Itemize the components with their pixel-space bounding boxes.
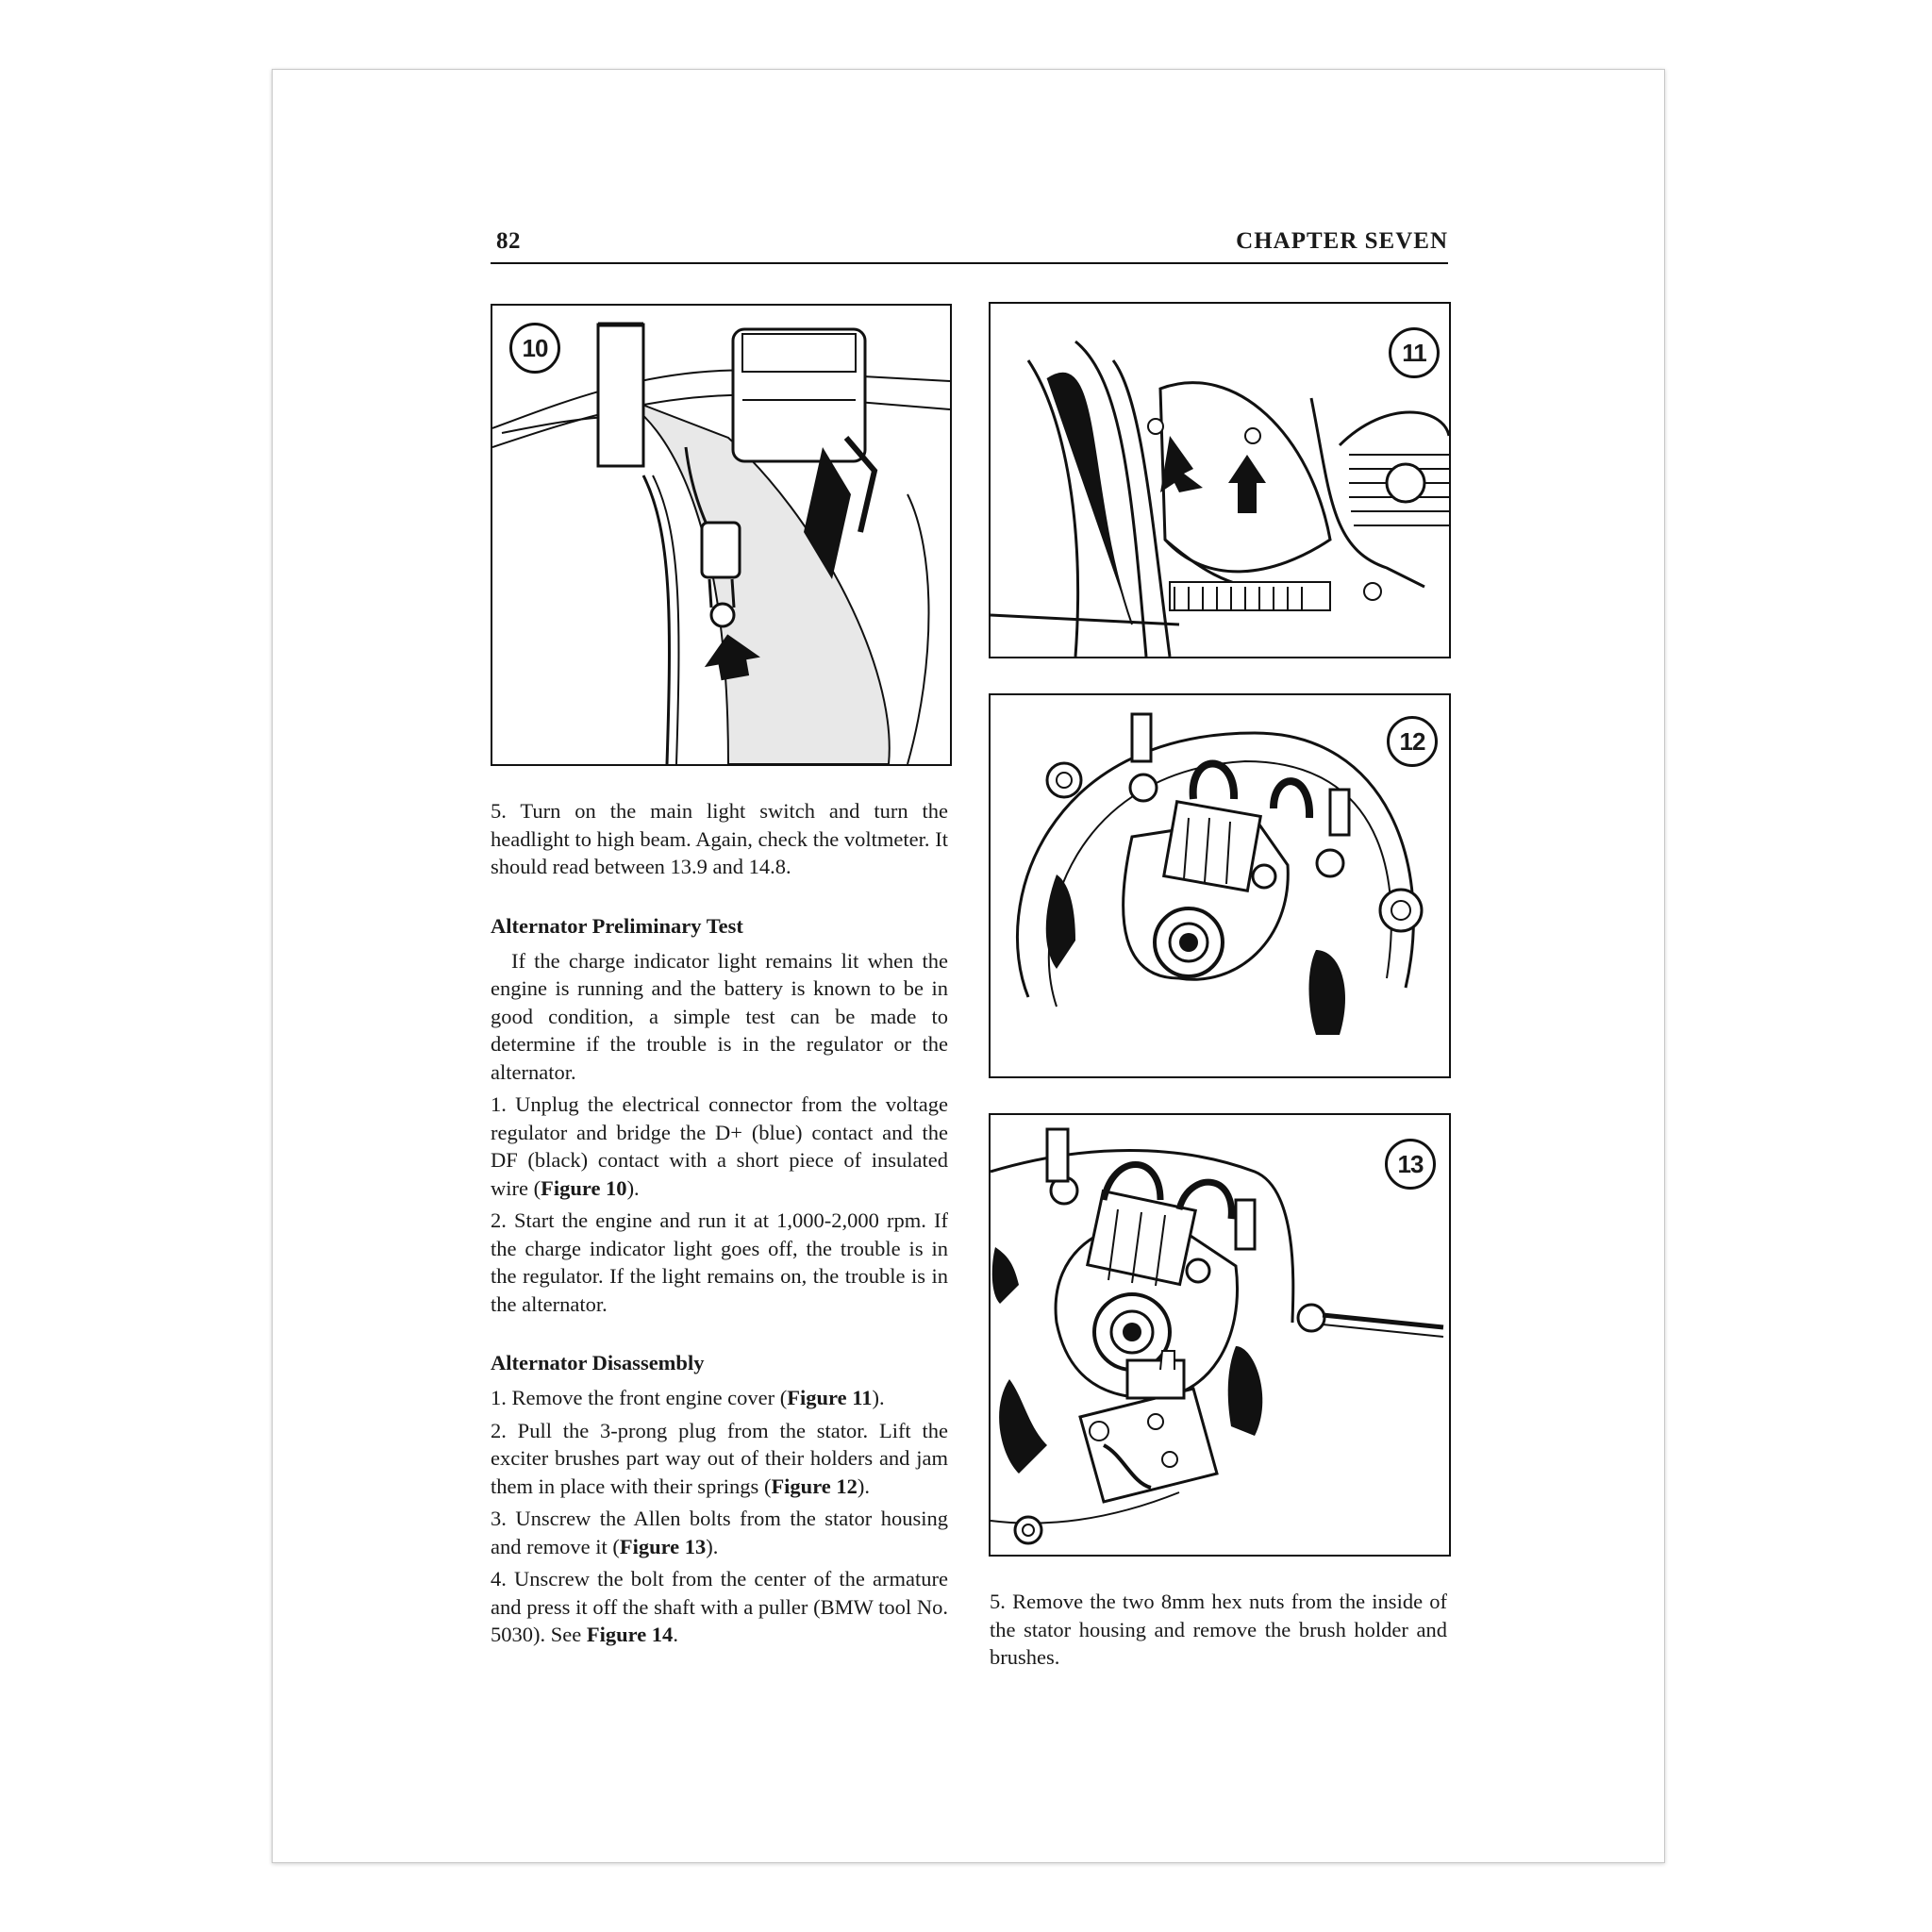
figure-11-number: 11 <box>1389 327 1440 378</box>
figure-12-reference: Figure 12 <box>771 1474 858 1498</box>
intro-paragraph: If the charge indicator light remains lit when the engine is running and the battery is known to be in good condition, a simple test can be made to determine if the trouble is in the regulator or the alternator. <box>491 948 948 1084</box>
figure-13-number: 13 <box>1385 1139 1436 1190</box>
disassembly-step-5: 5. Remove the two 8mm hex nuts from the inside of the stator housing and remove the brush holder and brushes. <box>990 1590 1447 1669</box>
figure-10 <box>491 304 952 766</box>
figure-11-illustration <box>991 304 1449 657</box>
heading-alternator-preliminary-test: Alternator Preliminary Test <box>491 913 743 938</box>
disassembly-step-1: 1. Remove the front engine cover (Figure 11). <box>491 1386 885 1409</box>
figure-10-illustration <box>492 306 950 764</box>
figure-10-number: 10 <box>509 323 560 374</box>
page-number: 82 <box>496 228 521 254</box>
disassembly-step-2: 2. Pull the 3-prong plug from the stator. Lift the exciter brushes part way out of their holders and jam them in place with their springs (Figure 12). <box>491 1418 948 1498</box>
figure-13-reference: Figure 13 <box>619 1534 707 1558</box>
figure-12-number: 12 <box>1387 716 1438 767</box>
test-step-1: 1. Unplug the electrical connector from the voltage regulator and bridge the D+ (blue) contact and the DF (black) contact with a short piece of insulated wire (Figure 10). <box>491 1092 948 1200</box>
page-sheet <box>272 69 1665 1863</box>
figure-11-reference: Figure 11 <box>787 1386 873 1409</box>
heading-alternator-disassembly: Alternator Disassembly <box>491 1351 705 1374</box>
right-text-column <box>990 1588 1447 1676</box>
disassembly-step-3: 3. Unscrew the Allen bolts from the stator housing and remove it (Figure 13). <box>491 1507 948 1558</box>
figure-14-reference: Figure 14 <box>586 1623 674 1646</box>
figure-11 <box>989 302 1451 658</box>
figure-13-illustration <box>991 1115 1449 1555</box>
figure-12 <box>989 693 1451 1078</box>
running-header <box>491 226 1448 264</box>
disassembly-step-4: 4. Unscrew the bolt from the center of the armature and press it off the shaft with a puller (BMW tool No. 5030). See Figure 14. <box>491 1567 948 1646</box>
chapter-title: CHAPTER SEVEN <box>1236 228 1448 254</box>
test-step-2: 2. Start the engine and run it at 1,000-2,000 rpm. If the charge indicator light goes off, the trouble is in the regulator. If the light remains on, the trouble is in the alternator. <box>491 1208 948 1316</box>
figure-12-illustration <box>991 695 1449 1076</box>
step-5-voltmeter: 5. Turn on the main light switch and turn the headlight to high beam. Again, check the voltmeter. It should read between 13.9 and 14.8. <box>491 799 948 878</box>
left-text-column <box>491 797 948 1654</box>
figure-13 <box>989 1113 1451 1557</box>
figure-10-reference: Figure 10 <box>541 1175 627 1200</box>
